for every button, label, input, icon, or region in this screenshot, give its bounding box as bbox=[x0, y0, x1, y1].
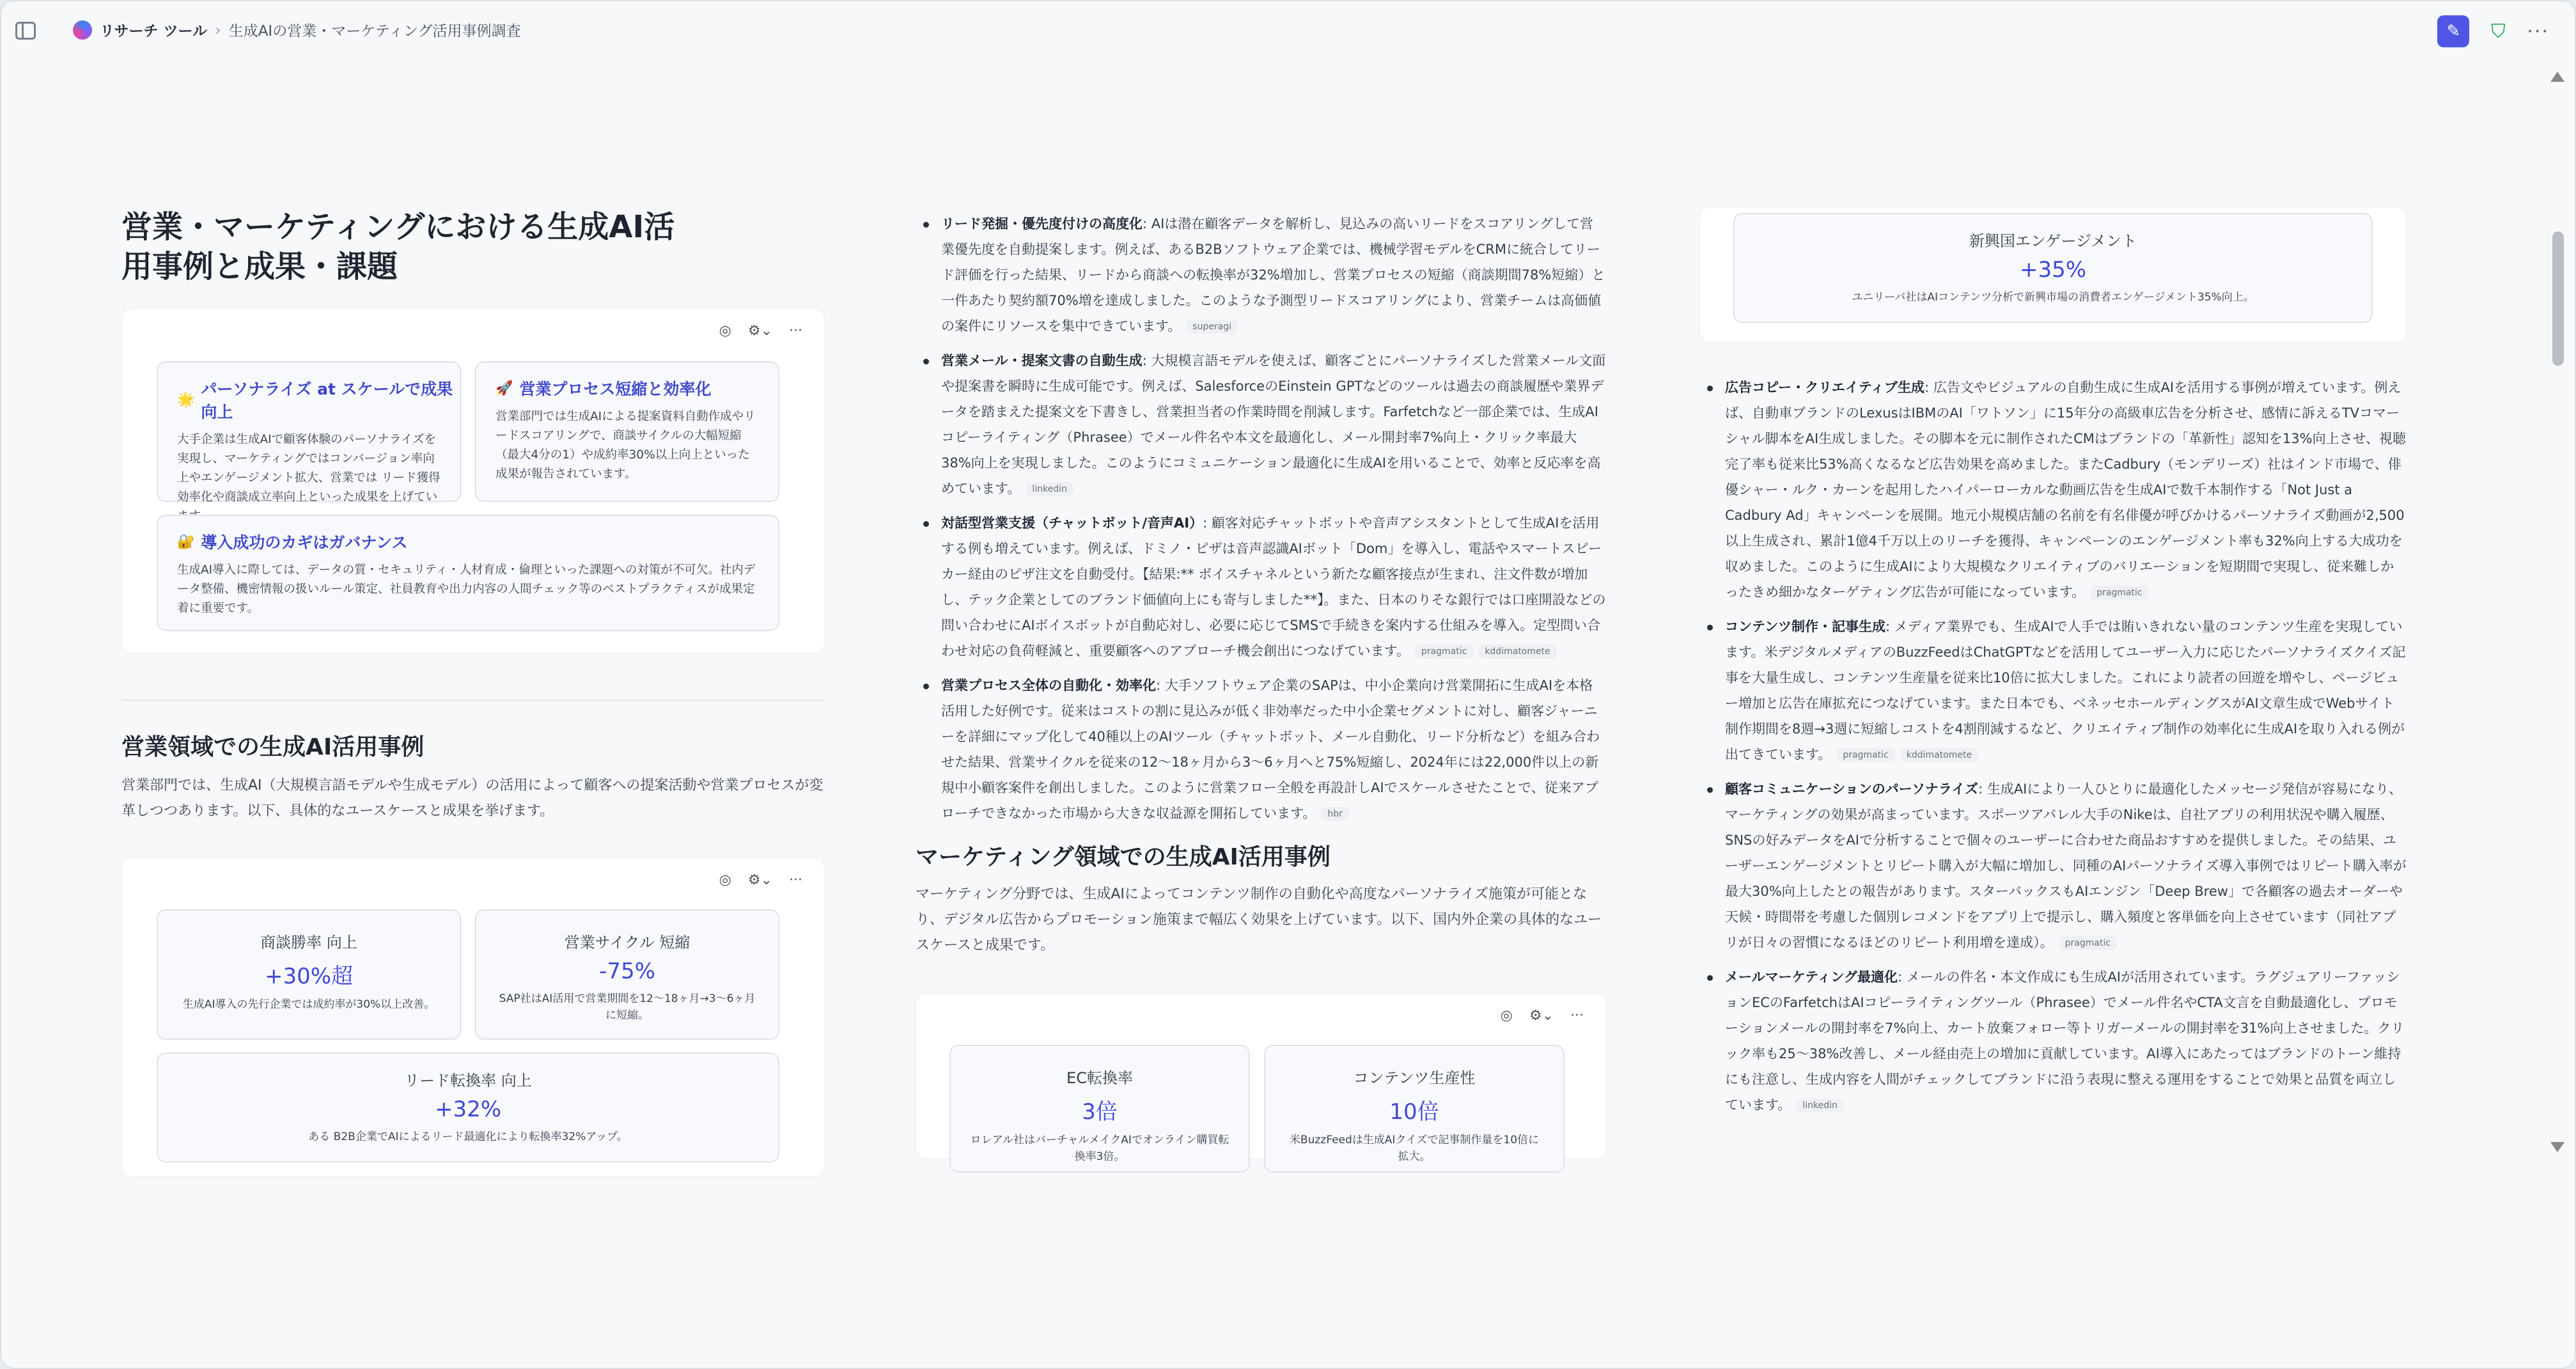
source-tag[interactable]: linkedin bbox=[1026, 482, 1073, 496]
sales-bullet-list bbox=[916, 211, 1606, 826]
source-tag[interactable]: kddimatomete bbox=[1478, 645, 1556, 659]
edit-icon[interactable]: ✎ bbox=[2437, 15, 2469, 47]
breadcrumb-app[interactable]: リサーチ ツール bbox=[100, 23, 208, 40]
stat-card bbox=[157, 1052, 779, 1162]
list-item bbox=[916, 673, 1606, 826]
bullet-text: : 大規模言語モデルを使えば、顧客ごとにパーソナライズした営業メール文面や提案書を瞬時に生成可能です。例えば、SalesforceのEinstein GPTなどのツールは過去の商談履歴や業界データを踏まえた提案文を下書きし、営業担当者の作業時間を削減します。Farfetchなど一部企業では、生成AIコピーライティング（Phrasee）でメール件名や本文を最適化し、メール開封率7%向上・クリック率最大38%向上を実現しました。このようにコミュニケーション最適化に生成AIを用いることで、効率と反応率を高めています。 bbox=[941, 353, 1606, 496]
bullet-text: : 生成AIにより一人ひとりに最適化したメッセージ発信が容易になり、マーケティングの効果が高まっています。スポーツアパレル大手のNikeは、自社アプリの利用状況や購入履歴、SNSの好みデータをAIで分析することで個々のユーザーに合わせた商品おすすめを提供しました。その結果、ユーザーエンゲージメントとリピート購入が大幅に増加し、同種のAIパーソナライズ導入事例ではリピート購入率が最大30%向上したとの報告があります。スターバックスもAIエンジン「Deep Brew」で各顧客の過去オーダーや天候・時間帯を考慮した個別レコメンドをアプリ上で提示し、購入頻度と客単価を向上させています（同社アプリが日々の習慣になるほどのリピート利用増を達成）。 bbox=[1725, 781, 2407, 950]
bullet-head: 営業メール・提案文書の自動生成 bbox=[941, 353, 1143, 368]
column-middle bbox=[916, 63, 1606, 1163]
stat-label: EC転換率 bbox=[1066, 1069, 1133, 1087]
marketing-bullet-list bbox=[1699, 375, 2407, 1118]
emerging-panel bbox=[1699, 207, 2407, 343]
bullet-head: 顧客コミュニケーションのパーソナライズ bbox=[1725, 781, 1979, 797]
bullet-text: : メディア業界でも、生成AIで人手では賄いきれない量のコンテンツ生産を実現しています。米デジタルメディアのBuzzFeedはChatGPTなどを活用してユーザー入力に応じたパーソナライズクイズ記事を大量生成し、コンテンツ生産量を従来比10倍に拡大しました。これにより読者の回遊を増やし、ページビュー増加と広告在庫拡充につなげています。また日本でも、ベネッセホールディングスがAI文章生成でWebサイト制作期間を8週→3週に短縮しコストを4割削減するなど、クリエイティブ制作の効率化に生成AIを取り入れる例が出てきています。 bbox=[1725, 619, 2406, 762]
stat-label: 営業サイクル 短縮 bbox=[564, 934, 691, 951]
scroll-up-icon[interactable] bbox=[2550, 72, 2564, 82]
adjust-icon[interactable]: ⚙⌄ bbox=[1529, 1008, 1554, 1024]
insights-panel bbox=[121, 308, 825, 653]
sales-intro: 営業部門では、生成AI（大規模言語モデルや生成モデル）の活用によって顧客への提案活動や営業プロセスが変革しつつあります。以下、具体的なユースケースと成果を挙げます。 bbox=[121, 778, 824, 819]
column-right bbox=[1699, 63, 2407, 1127]
bullet-head: 対話型営業支援（チャットボット/音声AI） bbox=[941, 515, 1203, 531]
stat-note: 生成AI導入の先行企業では成約率が30%以上改善。 bbox=[182, 998, 435, 1011]
panel-more-icon[interactable]: ··· bbox=[789, 872, 802, 888]
stat-note: ある B2B企業でAIによるリード最適化により転換率32%アップ。 bbox=[308, 1130, 628, 1143]
insight-title: パーソナライズ at スケールで成果向上 bbox=[201, 380, 453, 421]
visual-icon[interactable]: ◎ bbox=[719, 323, 731, 339]
more-options-icon[interactable]: ··· bbox=[2527, 20, 2549, 43]
breadcrumb-separator: › bbox=[215, 20, 221, 39]
bullet-head: リード発掘・優先度付けの高度化 bbox=[941, 216, 1143, 231]
stat-card bbox=[157, 909, 461, 1040]
column-left bbox=[121, 63, 825, 1177]
app-logo-icon bbox=[73, 20, 92, 40]
stat-label: 新興国エンゲージメント bbox=[1969, 232, 2137, 250]
list-item bbox=[916, 348, 1606, 501]
stat-card bbox=[475, 909, 779, 1040]
list-item bbox=[1699, 964, 2407, 1118]
insight-text: 生成AI導入に際しては、データの質・セキュリティ・人材育成・倫理といった課題への対策が不可欠。社内データ整備、機密情報の扱いルール策定、社員教育や出力内容の人間チェック等のベストプラクティスが成果定着に重要です。 bbox=[177, 563, 756, 615]
panel-tools bbox=[719, 872, 802, 888]
marketing-stats-panel bbox=[916, 993, 1606, 1163]
scrollbar-thumb[interactable] bbox=[2552, 231, 2564, 366]
list-item bbox=[916, 211, 1606, 339]
sidebar-toggle-icon[interactable] bbox=[15, 22, 36, 40]
source-tag[interactable]: pragmatic bbox=[2090, 586, 2148, 600]
insight-title: 営業プロセス短縮と効率化 bbox=[519, 380, 712, 398]
stat-value: 3倍 bbox=[1082, 1099, 1118, 1125]
bullet-head: コンテンツ制作・記事生成 bbox=[1725, 619, 1885, 634]
stat-note: ロレアル社はバーチャルメイクAIでオンライン購買転換率3倍。 bbox=[970, 1134, 1229, 1163]
insight-card bbox=[157, 361, 461, 502]
visual-icon[interactable]: ◎ bbox=[719, 872, 731, 888]
scrollbar[interactable] bbox=[2549, 72, 2566, 1152]
adjust-icon[interactable]: ⚙⌄ bbox=[747, 323, 773, 339]
stat-value: -75% bbox=[599, 958, 655, 984]
breadcrumb bbox=[73, 19, 520, 40]
list-item bbox=[916, 510, 1606, 664]
stat-card bbox=[949, 1045, 1250, 1173]
insight-card bbox=[157, 515, 779, 631]
page-title: 営業・マーケティングにおける生成AI活用事例と成果・課題 bbox=[121, 209, 675, 285]
stat-label: リード転換率 向上 bbox=[404, 1072, 532, 1090]
stat-note: 米BuzzFeedは生成AIクイズで記事制作量を10倍に拡大。 bbox=[1289, 1134, 1540, 1163]
panel-tools bbox=[1501, 1008, 1584, 1024]
source-tag[interactable]: pragmatic bbox=[1836, 748, 1894, 762]
stat-value: +35% bbox=[2019, 257, 2087, 283]
stat-card bbox=[1264, 1045, 1565, 1173]
breadcrumb-page: 生成AIの営業・マーケティング活用事例調査 bbox=[228, 23, 521, 40]
stat-note: ユニリーバ社はAIコンテンツ分析で新興市場の消費者エンゲージメント35%向上。 bbox=[1852, 291, 2254, 304]
panel-more-icon[interactable]: ··· bbox=[1570, 1008, 1584, 1024]
divider bbox=[121, 700, 825, 701]
insight-title: 導入成功のカギはガバナンス bbox=[201, 533, 408, 552]
lock-icon: 🔐 bbox=[177, 533, 195, 550]
adjust-icon[interactable]: ⚙⌄ bbox=[747, 872, 773, 888]
marketing-heading: マーケティング領域での生成AI活用事例 bbox=[916, 844, 1331, 870]
insight-card bbox=[475, 361, 779, 502]
source-tag[interactable]: pragmatic bbox=[1415, 645, 1473, 659]
panel-more-icon[interactable]: ··· bbox=[789, 323, 802, 339]
rocket-icon: 🚀 bbox=[496, 380, 513, 396]
source-tag[interactable]: superagi bbox=[1186, 320, 1238, 334]
bullet-text: : 広告文やビジュアルの自動生成に生成AIを活用する事例が増えています。例えば、自動車ブランドのLexusはIBMのAI「ワトソン」に15年分の高級車広告を分析させ、感情に訴えるTVコマーシャル脚本をAI生成しました。その脚本を元に制作されたCMはブランドの「革新性」認知を13%向上させ、視聴完了率も従来比53%高くなるなど広告効果を高めました。またCadbury（モンデリーズ）社はインド市場で、俳優シャー・ルク・カーンを起用したハイパーローカルな動画広告を生成AIで数千本制作する「Not Just a Cadbury Ad」キャンペーンを展開。地元小規模店舗の名前を有名俳優が呼びかけるパーソナライズ動画が2,500以上生成され、累計1億4千万以上のリーチを獲得、キャンペーンのエンゲージメント率も32%向上する大成功を収めました。このように生成AIにより大規模なクリエイティブのバリエーションを短期間で実現し、従来難しかったきめ細かなターゲティング広告が可能になっています。 bbox=[1725, 380, 2406, 600]
list-item bbox=[1699, 375, 2407, 605]
bullet-head: メールマーケティング最適化 bbox=[1725, 969, 1898, 985]
source-tag[interactable]: pragmatic bbox=[2059, 936, 2117, 950]
bullet-text: : 顧客対応チャットボットや音声アシスタントとして生成AIを活用する例も増えています。例えば、ドミノ・ピザは音声認識AIボット「Dom」を導入し、電話やスマートスピーカー経由のピザ注文を自動受付。【結果:** ボイスチャネルという新たな顧客接点が生まれ、注文件数が増加し、テック企業としてのブランド価値向上にも寄与しました**】。また、日本のりそな銀行では口座開設などの問い合わせにAIボイスボットが自動応対し、必要に応じてSMSで手続きを案内する仕組みを導入。定型問い合わせ対応の負荷軽減と、重要顧客へのアプローチ機会創出につなげています。 bbox=[941, 515, 1606, 659]
stat-label: 商談勝率 向上 bbox=[260, 934, 357, 951]
bullet-text: : メールの件名・本文作成にも生成AIが活用されています。ラグジュアリーファッションECのFarfetchはAIコピーライティングツール（Phrasee）でメール件名やCTA文言を自動最適化し、プロモーションメールの開封率を7%向上、カート放棄フォロー等トリガーメールの開封率を31%向上させました。クリック率も25〜38%改善し、メール経由売上の増加に貢献しています。AI導入にあたってはブランドのトーン維持にも注意し、生成内容を人間がチェックしてブランドに沿う表現に整える運用をすることで効果と品質を両立しています。 bbox=[1725, 969, 2405, 1113]
bullet-head: 営業プロセス全体の自動化・効率化 bbox=[941, 678, 1156, 693]
marketing-intro: マーケティング分野では、生成AIによってコンテンツ制作の自動化や高度なパーソナライズ施策が可能となり、デジタル広告からプロモーション施策まで幅広く効果を上げています。以下、国内外企業の具体的なユースケースと成果です。 bbox=[916, 886, 1602, 953]
stat-value: +32% bbox=[434, 1097, 502, 1122]
sales-heading: 営業領域での生成AI活用事例 bbox=[121, 734, 425, 760]
list-item bbox=[1699, 776, 2407, 955]
bullet-head: 広告コピー・クリエイティブ生成 bbox=[1725, 380, 1925, 395]
shield-check-icon[interactable]: ⛉ bbox=[2491, 20, 2506, 43]
stat-value: 10倍 bbox=[1389, 1099, 1439, 1125]
star-icon: 🌟 bbox=[177, 391, 195, 408]
stat-note: SAP社はAI活用で営業期間を12〜18ヶ月→3〜6ヶ月に短縮。 bbox=[499, 992, 756, 1022]
stat-label: コンテンツ生産性 bbox=[1353, 1069, 1476, 1087]
insight-text: 大手企業は生成AIで顧客体験のパーソナライズを実現し、マーケティングではコンバージョン率向上やエンゲージメント拡大、営業では リード獲得効率化や商談成立率向上といった成果を上げてい bbox=[177, 433, 441, 504]
source-tag[interactable]: linkedin bbox=[1796, 1099, 1844, 1113]
sales-stats-panel bbox=[121, 857, 825, 1177]
stat-value: +30%超 bbox=[264, 964, 354, 989]
top-bar bbox=[1, 1, 2575, 63]
list-item bbox=[1699, 614, 2407, 767]
stat-card bbox=[1733, 213, 2373, 323]
source-tag[interactable]: kddimatomete bbox=[1900, 748, 1978, 762]
panel-tools bbox=[719, 323, 802, 339]
insight-text: 営業部門では生成AIによる提案資料自動作成やリードスコアリングで、商談サイクルの大幅短縮（最大4分の1）や成約率30%以上向上といった成果が報告されています。 bbox=[496, 410, 756, 481]
source-tag[interactable]: hbr bbox=[1321, 807, 1349, 821]
visual-icon[interactable]: ◎ bbox=[1500, 1008, 1513, 1024]
scroll-down-icon[interactable] bbox=[2550, 1142, 2564, 1152]
bullet-text: : 大手ソフトウェア企業のSAPは、中小企業向け営業開拓に生成AIを本格活用した好例です。従来はコストの割に見込みが低く非効率だった中小企業セグメントに対し、顧客ジャーニーを詳細にマップ化して40種以上のAIツール（チャットボット、メール自動化、リード分析など）を組み合わせた結果、営業サイクルを従来の12〜18ヶ月から3〜6ヶ月へと75%短縮し、2024年には22,000件以上の新規中小顧客案件を創出しました。このように営業フロー全般を再設計しAIでスケールさせたことで、従来アプローチできなかった市場から大きな収益源を開拓しています。 bbox=[941, 678, 1600, 821]
bullet-text: : AIは潜在顧客データを解析し、見込みの高いリードをスコアリングして営業優先度を自動提案します。例えば、あるB2Bソフトウェア企業では、機械学習モデルをCRMに統合してリード評価を行った結果、リードから商談への転換率が32%増加し、営業プロセスの短縮（商談期間78%短縮）と一件あたり契約額70%増を達成しました。このような予測型リードスコアリングにより、営業チームは高価値の案件にリソースを集中できています。 bbox=[941, 216, 1605, 334]
